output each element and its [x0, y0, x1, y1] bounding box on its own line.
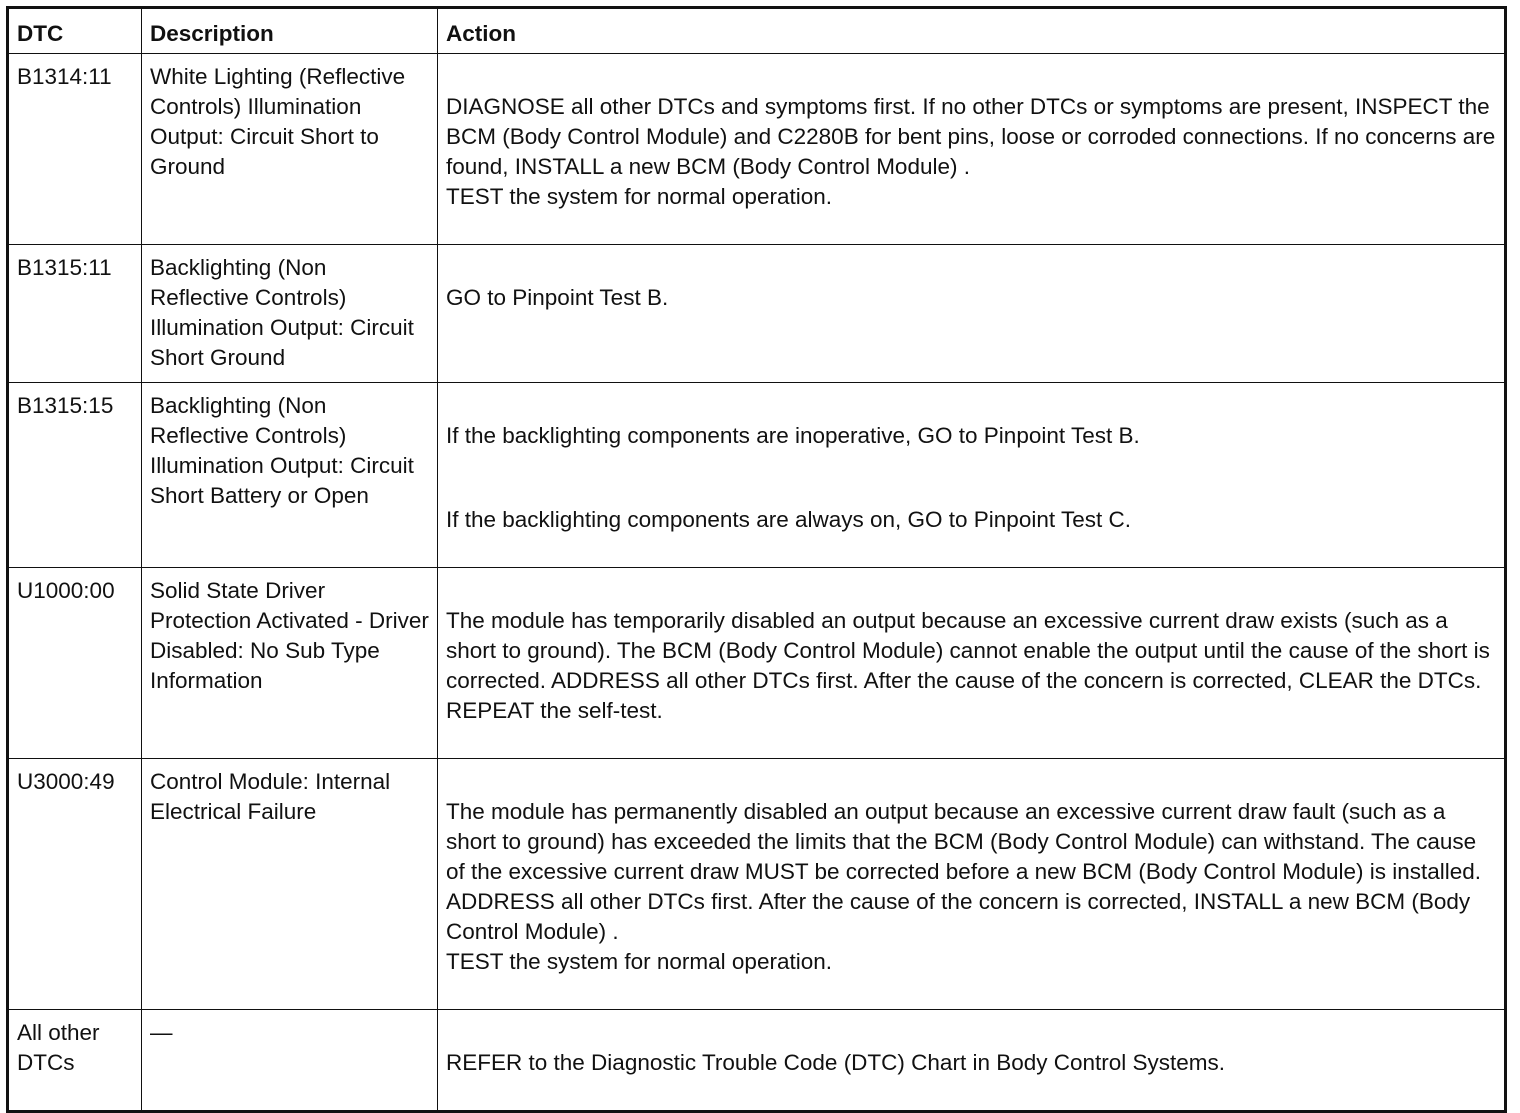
dtc-action [438, 568, 1506, 759]
dtc-code: U1000:00 [8, 568, 142, 759]
table-row [8, 383, 1506, 568]
table-row [8, 759, 1506, 1010]
dtc-description: Backlighting (Non Reflective Controls) Illumination Output: Circuit Short Battery or Open [142, 383, 438, 568]
action-paragraph: DIAGNOSE all other DTCs and symptoms first. If no other DTCs or symptoms are present, INSPECT the BCM (Body Control Module) and C2280B for bent pins, loose or corroded connections. If no concerns are found, INSTALL a new BCM (Body Control Module) . TEST the system for normal operation. [446, 94, 1496, 209]
dtc-description: Solid State Driver Protection Activated - Driver Disabled: No Sub Type Information [142, 568, 438, 759]
dtc-description: White Lighting (Reflective Controls) Illumination Output: Circuit Short to Ground [142, 54, 438, 245]
table-header-row [8, 8, 1506, 54]
dtc-description: Control Module: Internal Electrical Failure [142, 759, 438, 1010]
action-paragraph: The module has temporarily disabled an output because an excessive current draw exists (such as a short to ground). The BCM (Body Control Module) cannot enable the output until the cause of the short is corrected. ADDRESS all other DTCs first. After the cause of the concern is corrected, CLEAR the DTCs. REPEAT the self-test. [446, 608, 1490, 723]
table-row [8, 568, 1506, 759]
dtc-description: Backlighting (Non Reflective Controls) Illumination Output: Circuit Short Ground [142, 245, 438, 383]
dtc-code: B1315:11 [8, 245, 142, 383]
dtc-code: All other DTCs [8, 1010, 142, 1112]
header-action: Action [438, 8, 1506, 54]
dtc-action [438, 1010, 1506, 1112]
header-description: Description [142, 8, 438, 54]
action-paragraph: The module has permanently disabled an output because an excessive current draw fault (such as a short to ground) has exceeded the limits that the BCM (Body Control Module) can withstand. The cause of the excessive current draw MUST be corrected before a new BCM (Body Control Module) is installed. ADDRESS all other DTCs first. After the cause of the concern is corrected, INSTALL a new BCM (Body Control Module) . TEST the system for normal operation. [446, 799, 1482, 974]
dtc-table [6, 6, 1507, 1113]
action-paragraph: If the backlighting components are always on, GO to Pinpoint Test C. [446, 507, 1131, 532]
action-paragraph: REFER to the Diagnostic Trouble Code (DTC) Chart in Body Control Systems. [446, 1050, 1226, 1075]
dtc-code: U3000:49 [8, 759, 142, 1010]
table-row [8, 1010, 1506, 1112]
dtc-description: — [142, 1010, 438, 1112]
dtc-action [438, 759, 1506, 1010]
header-dtc: DTC [8, 8, 142, 54]
action-paragraph: GO to Pinpoint Test B. [446, 285, 669, 310]
dtc-action [438, 383, 1506, 568]
action-paragraph: If the backlighting components are inoperative, GO to Pinpoint Test B. [446, 423, 1140, 448]
dtc-code: B1314:11 [8, 54, 142, 245]
dtc-code: B1315:15 [8, 383, 142, 568]
dtc-action [438, 54, 1506, 245]
dtc-action [438, 245, 1506, 383]
table-row [8, 54, 1506, 245]
table-row [8, 245, 1506, 383]
